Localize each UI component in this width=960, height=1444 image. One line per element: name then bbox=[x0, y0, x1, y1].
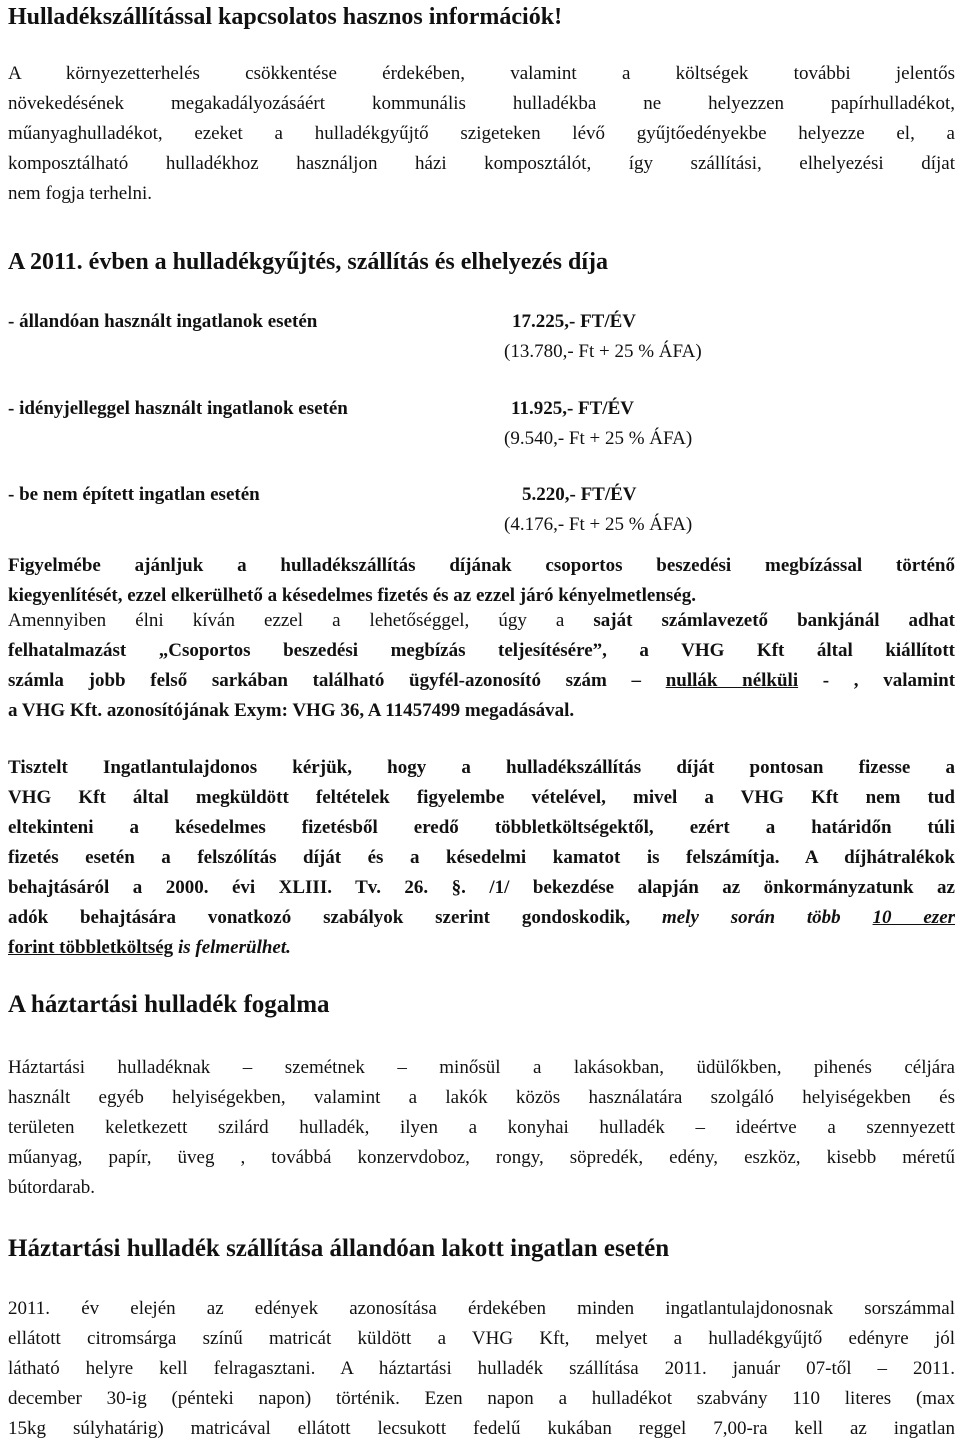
payment-italic-text: mely során több bbox=[661, 907, 841, 928]
transport-heading: Háztartási hulladék szállítása állandóan lakott ingatlan esetén bbox=[8, 1235, 670, 1262]
household-line: területen keletkezett szilárd hulladék, ilyen a konyhai hulladék – ideértve a szennyezett bbox=[8, 1117, 955, 1138]
authorization-text: Amennyiben élni kíván ezzel a lehetőséggel, úgy a bbox=[8, 610, 565, 631]
payment-line bbox=[8, 933, 955, 963]
payment-line: fizetés esetén a felszólítás díját és a késedelmi kamatot is felszámítja. A díjhátralékok bbox=[8, 847, 955, 868]
payment-line: eltekinteni a késedelmes fizetésből eredő többletköltségektől, ezért a határidőn túli bbox=[8, 817, 955, 838]
transport-line: látható helyre kell felragasztani. A háztartási hulladék szállítása 2011. január 07-től – 2011. bbox=[8, 1358, 955, 1379]
authorization-bold-text: saját számlavezető bankjánál adhat bbox=[593, 610, 955, 631]
fee-label: - állandóan használt ingatlanok esetén bbox=[8, 311, 318, 332]
authorization-paragraph bbox=[8, 606, 955, 726]
fees-heading: A 2011. évben a hulladékgyűjtés, szállítás és elhelyezés díja bbox=[8, 249, 608, 275]
payment-italic-text: is felmerülhet. bbox=[177, 937, 291, 958]
transport-line: 15kg súlyhatárig) matricával ellátott lecsukott fedelű kukában reggel 7,00-ra kell az ingatlan bbox=[8, 1418, 955, 1439]
transport-line: december 30-ig (pénteki napon) történik. Ezen napon a hulladékot szabvány 110 literes (max bbox=[8, 1388, 955, 1409]
fee-amount: 5.220,- FT/ÉV bbox=[522, 484, 637, 505]
intro-line: nem fogja terhelni. bbox=[8, 183, 153, 204]
recommendation-line: Figyelmébe ajánljuk a hulladékszállítás díjának csoportos beszedési megbízással történő bbox=[8, 555, 955, 576]
recommendation-line: kiegyenlítését, ezzel elkerülhető a késedelmes fizetés és az ezzel járó kényelmetlenség. bbox=[8, 585, 696, 606]
authorization-text: - , valamint bbox=[822, 670, 955, 691]
household-line: bútordarab. bbox=[8, 1177, 96, 1198]
fee-detail: (13.780,- Ft + 25 % ÁFA) bbox=[504, 341, 702, 362]
fee-label: - idényjelleggel használt ingatlanok esetén bbox=[8, 398, 348, 419]
authorization-underlined-text: nullák nélküli bbox=[665, 670, 799, 691]
fee-detail: (9.540,- Ft + 25 % ÁFA) bbox=[504, 428, 693, 449]
payment-line: Tisztelt Ingatlantulajdonos kérjük, hogy a hulladékszállítás díját pontosan fizesse a bbox=[8, 757, 955, 778]
payment-paragraph bbox=[8, 753, 955, 963]
intro-line: komposztálható hulladékhoz használjon házi komposztálót, így szállítási, elhelyezési díjat bbox=[8, 153, 955, 174]
household-line: Háztartási hulladéknak – szemétnek – minősül a lakásokban, üdülőkben, pihenés céljára bbox=[8, 1057, 955, 1078]
payment-line: behajtásáról a 2000. évi XLIII. Tv. 26. §. /1/ bekezdése alapján az önkormányzatunk az bbox=[8, 877, 955, 898]
household-paragraph bbox=[8, 1053, 955, 1203]
payment-underlined-text: 10 ezer bbox=[872, 907, 955, 928]
recommendation-paragraph bbox=[8, 551, 955, 611]
household-heading: A háztartási hulladék fogalma bbox=[8, 991, 330, 1018]
intro-line: növekedésének megakadályozásáért kommunális hulladékba ne helyezzen papírhulladékot, bbox=[8, 93, 955, 114]
intro-paragraph bbox=[8, 59, 955, 209]
intro-line: műanyaghulladékot, ezeket a hulladékgyűjtő szigeteken lévő gyűjtőedényekbe helyezze el, a bbox=[8, 123, 955, 144]
intro-line: A környezetterhelés csökkentése érdekében, valamint a költségek további jelentős bbox=[8, 63, 955, 84]
transport-line: ellátott citromsárga színű matricát küldött a VHG Kft, melyet a hulladékgyűjtő edényre jól bbox=[8, 1328, 955, 1349]
authorization-line: felhatalmazást „Csoportos beszedési megbízás teljesítésére”, a VHG Kft által kiállított bbox=[8, 640, 955, 661]
payment-text: adók behajtására vonatkozó szabályok szerint gondoskodik, bbox=[8, 907, 631, 928]
fee-amount: 17.225,- FT/ÉV bbox=[512, 311, 637, 332]
authorization-line: a VHG Kft. azonosítójának Exym: VHG 36, A 11457499 megadásával. bbox=[8, 700, 575, 721]
household-line: műanyag, papír, üveg , továbbá konzervdoboz, rongy, söpredék, edény, eszköz, kisebb méretű bbox=[8, 1147, 955, 1168]
transport-line: 2011. év elején az edények azonosítása érdekében minden ingatlantulajdonosnak sorszámmal bbox=[8, 1298, 955, 1319]
fee-label: - be nem épített ingatlan esetén bbox=[8, 484, 260, 505]
payment-underlined-text: forint többletköltség bbox=[8, 937, 174, 958]
authorization-line bbox=[8, 606, 955, 636]
fee-detail: (4.176,- Ft + 25 % ÁFA) bbox=[504, 514, 693, 535]
document-title: Hulladékszállítással kapcsolatos hasznos információk! bbox=[8, 4, 563, 30]
authorization-text: számla jobb felső sarkában található ügyfél-azonosító szám – bbox=[8, 670, 641, 691]
transport-paragraph bbox=[8, 1294, 955, 1444]
household-line: használt egyéb helyiségekben, valamint a lakók közös használatára szolgáló helyiségekben és bbox=[8, 1087, 955, 1108]
payment-line bbox=[8, 903, 955, 933]
payment-line: VHG Kft által megküldött feltételek figyelembe vételével, mivel a VHG Kft nem tud bbox=[8, 787, 955, 808]
authorization-line bbox=[8, 666, 955, 696]
fee-amount: 11.925,- FT/ÉV bbox=[511, 398, 634, 419]
